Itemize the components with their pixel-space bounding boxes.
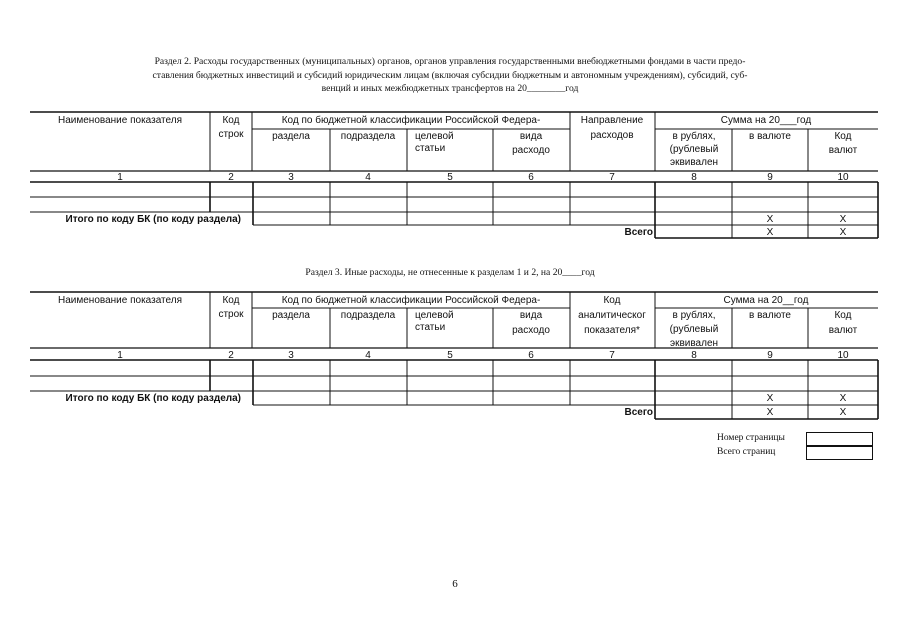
x-mark: Х bbox=[839, 227, 847, 238]
header-val: в валюте bbox=[749, 131, 791, 142]
total-by-code-label: Итого по коду БК (по коду раздела) bbox=[65, 214, 241, 225]
header-rub-line3: эквивален bbox=[669, 157, 719, 168]
header-rub-line2: (рублевый bbox=[669, 144, 719, 155]
total-by-code-label: Итого по коду БК (по коду раздела) bbox=[65, 393, 241, 404]
header-cur-line1: Код bbox=[834, 310, 852, 321]
col-number: 7 bbox=[609, 350, 615, 361]
col-number: 2 bbox=[228, 172, 234, 183]
col-number: 1 bbox=[117, 350, 123, 361]
x-mark: Х bbox=[766, 393, 774, 404]
header-name: Наименование показателя bbox=[58, 115, 182, 126]
col-number: 1 bbox=[117, 172, 123, 183]
header-code-line2: строк bbox=[218, 129, 244, 140]
col-number: 8 bbox=[691, 172, 697, 183]
page-footer-number: 6 bbox=[452, 578, 458, 590]
header-code-line1: Код bbox=[222, 295, 240, 306]
page-number-field[interactable] bbox=[806, 432, 873, 446]
header-sum: Сумма на 20__год bbox=[723, 295, 809, 306]
col-number: 6 bbox=[528, 350, 534, 361]
header-rub-line3: эквивален bbox=[669, 338, 719, 349]
col-number: 9 bbox=[767, 350, 773, 361]
header-target-line1: целевой bbox=[415, 131, 454, 142]
header-target-line1: целевой bbox=[415, 310, 454, 321]
header-target-line2: статьи bbox=[415, 143, 446, 154]
col-number: 4 bbox=[365, 172, 371, 183]
x-mark: Х bbox=[839, 393, 847, 404]
section2-title-line: ставления бюджетных инвестиций и субсидий юридическим лицам (включая субсидии бюджетным и автономным учреждениям), субсидий, суб- bbox=[152, 69, 748, 81]
col-number: 3 bbox=[288, 350, 294, 361]
header-cur-line1: Код bbox=[834, 131, 852, 142]
col-number: 4 bbox=[365, 350, 371, 361]
section3-title-line: Раздел 3. Иные расходы, не отнесенные к разделам 1 и 2, на 20____год bbox=[305, 267, 595, 278]
col-number: 10 bbox=[837, 172, 849, 183]
section2-title-line: венций и иных межбюджетных трансфертов на 20________год bbox=[321, 83, 579, 94]
header-vida-line1: вида bbox=[519, 310, 543, 321]
header-code-line2: строк bbox=[218, 309, 244, 320]
header-rub-line1: в рублях, bbox=[672, 131, 716, 142]
header-podrazdela: подраздела bbox=[340, 310, 396, 321]
col-number: 7 bbox=[609, 172, 615, 183]
header-vida-line1: вида bbox=[519, 131, 543, 142]
header-vida-line2: расходо bbox=[512, 145, 550, 156]
col-number: 9 bbox=[767, 172, 773, 183]
header-cur-line2: валют bbox=[828, 325, 858, 336]
x-mark: Х bbox=[839, 214, 847, 225]
grand-total-label: Всего bbox=[624, 227, 653, 238]
col-number: 8 bbox=[691, 350, 697, 361]
section2-title bbox=[100, 55, 800, 96]
header-direction-line1: Направление bbox=[580, 115, 644, 126]
header-razdela: раздела bbox=[272, 131, 310, 142]
header-rub-line2: (рублевый bbox=[669, 324, 719, 335]
section2-title-line: Раздел 2. Расходы государственных (муниципальных) органов, органов управления государственными внебюджетными фондами в части предо- bbox=[154, 56, 746, 67]
header-cur-line2: валют bbox=[828, 145, 858, 156]
x-mark: Х bbox=[839, 407, 847, 418]
header-analytic-code-line3: показателя* bbox=[584, 325, 640, 336]
header-direction-line2: расходов bbox=[590, 130, 634, 141]
col-number: 6 bbox=[528, 172, 534, 183]
col-number: 5 bbox=[447, 172, 453, 183]
header-analytic-code-line1: Код bbox=[603, 295, 621, 306]
col-number: 2 bbox=[228, 350, 234, 361]
section2-table bbox=[0, 108, 905, 248]
header-val: в валюте bbox=[749, 310, 791, 321]
header-code-line1: Код bbox=[222, 115, 240, 126]
x-mark: Х bbox=[766, 227, 774, 238]
col-number: 5 bbox=[447, 350, 453, 361]
col-number: 10 bbox=[837, 350, 849, 361]
x-mark: Х bbox=[766, 407, 774, 418]
x-mark: Х bbox=[766, 214, 774, 225]
header-target-line2: статьи bbox=[415, 322, 446, 333]
total-pages-field[interactable] bbox=[806, 446, 873, 460]
section3-title bbox=[150, 266, 750, 280]
col-number: 3 bbox=[288, 172, 294, 183]
header-vida-line2: расходо bbox=[512, 325, 550, 336]
header-budget-classification: Код по бюджетной классификации Российской Федера- bbox=[281, 115, 541, 126]
header-budget-classification: Код по бюджетной классификации Российской Федера- bbox=[281, 295, 541, 306]
total-pages-label: Всего страниц bbox=[717, 447, 776, 457]
header-podrazdela: подраздела bbox=[340, 131, 396, 142]
header-razdela: раздела bbox=[272, 310, 310, 321]
grand-total-label: Всего bbox=[624, 407, 653, 418]
page-number-label: Номер страницы bbox=[717, 433, 785, 443]
section3-table bbox=[0, 288, 905, 428]
header-sum: Сумма на 20___год bbox=[720, 115, 812, 126]
header-analytic-code-line2: аналитическог bbox=[578, 310, 646, 321]
header-name: Наименование показателя bbox=[58, 295, 182, 306]
header-rub-line1: в рублях, bbox=[672, 310, 716, 321]
